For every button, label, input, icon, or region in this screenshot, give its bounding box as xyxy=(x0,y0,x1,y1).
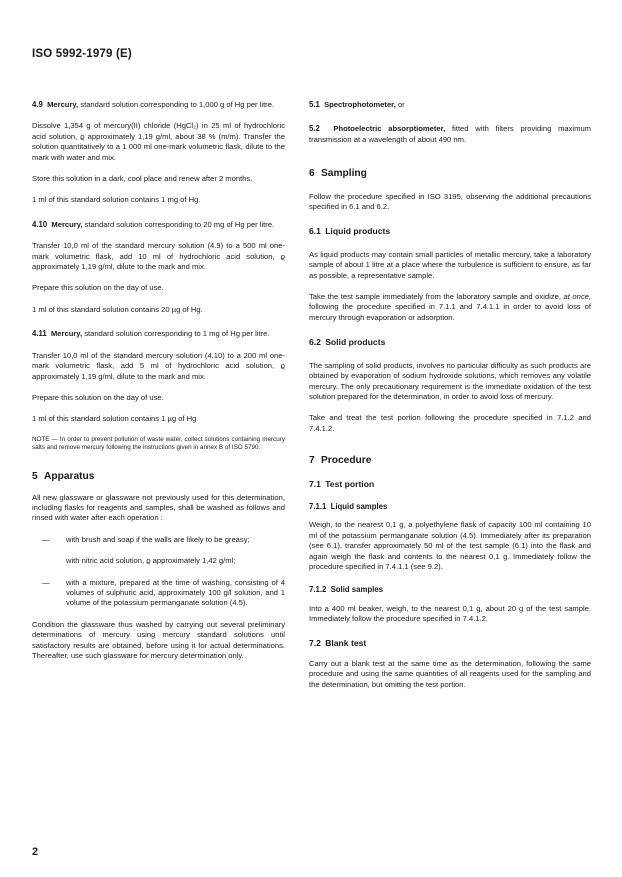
section-text: fitted with filters providing maximum transmission at a wavelength of about 490 nm. xyxy=(309,124,591,144)
section-text: standard solution corresponding to 1 mg of Hg per litre. xyxy=(82,329,270,339)
left-column xyxy=(32,100,285,672)
section-number: 4.9 xyxy=(32,100,43,109)
list-item xyxy=(32,556,285,566)
list-dash: — xyxy=(42,577,50,587)
section-4-10 xyxy=(32,220,285,230)
list-item xyxy=(32,535,285,545)
section-number: 6.1 xyxy=(309,226,321,237)
list-item xyxy=(32,578,285,609)
emphasis: at once, xyxy=(563,292,591,302)
right-column xyxy=(309,100,591,701)
section-6-1 xyxy=(309,226,591,237)
paragraph: Store this solution in a dark, cool place and renew after 2 months. xyxy=(32,174,253,184)
section-5-1 xyxy=(309,100,591,110)
section-7-1-2 xyxy=(309,585,591,595)
paragraph-text: Condition the glassware thus washed by carrying out several preliminary determinations of mercury using mercury standard solutions until satisfactory results are obtained, before using it for actual determinations. Thereafter, use such glassware for mercury determination only. xyxy=(32,619,285,660)
page-number: 2 xyxy=(32,846,39,858)
section-4-11 xyxy=(32,329,285,339)
section-title: Liquid products xyxy=(325,226,391,237)
list-dash: — xyxy=(42,534,50,544)
section-number: 7.1.1 xyxy=(309,501,327,511)
paragraph-text: following the procedure specified in 7.1.1 and 7.4.1.1 in order to avoid loss of mercury through evaporation or adsorption. xyxy=(309,302,591,322)
paragraph: Carry out a blank test at the same time as the determination, following the same procedure and using the same quantities of all reagents used for the sampling and the determination, but omitting the test portion. xyxy=(309,659,591,689)
section-number: 7.1 xyxy=(309,478,321,489)
section-number: 6.2 xyxy=(309,337,321,348)
document-header: ISO 5992-1979 (E) xyxy=(32,48,132,60)
paragraph: 1 ml of this standard solution contains 20 µg of Hg. xyxy=(32,304,203,314)
section-title: Solid products xyxy=(325,337,386,348)
section-7 xyxy=(309,456,591,466)
section-title: Apparatus xyxy=(44,471,95,483)
section-7-2 xyxy=(309,638,591,649)
section-title: Mercury, xyxy=(51,219,83,229)
paragraph: 1 ml of this standard solution contains 1 µg of Hg xyxy=(32,414,197,424)
paragraph: Take and treat the test portion following the procedure specified in 7.1.2 and 7.4.1.2. xyxy=(309,413,591,433)
section-7-1 xyxy=(309,479,591,490)
paragraph: As liquid products may contain small particles of metallic mercury, take a laboratory sample of about 1 litre at a place where the turbulence is sufficient to ensure, as far as possible, a representative sample. xyxy=(309,249,591,280)
paragraph: Follow the procedure specified in ISO 3195, observing the additional precautions specified in 6.1 and 6.2. xyxy=(309,191,591,212)
section-number: 5.1 xyxy=(309,100,320,109)
list-text: with brush and soap if the walls are likely to be greasy; xyxy=(66,534,250,544)
paragraph xyxy=(309,292,591,323)
paragraph: Weigh, to the nearest 0,1 g, a polyethylene flask of capacity 100 ml containing 10 ml of the potassium permanganate solution (4.5). Immediately after its preparation (see 6.1), transfer approximately 50 ml of the test sample (6.1) into the flask and again weigh the flask and contents to the nearest 0,1 g. Immediately follow the procedure specified in 7.4.1.1 (see 9.2). xyxy=(309,520,591,571)
note: NOTE — In order to prevent pollution of waste water, collect solutions containing mercury salts and remove mercury following the instructions given in annex B of ISO 5790. xyxy=(32,435,285,451)
section-title: Solid samples xyxy=(330,585,384,595)
list-text: with a mixture, prepared at the time of washing, consisting of 4 volumes of sulphuric acid, approximately 100 g/l solution, and 1 volume of the potassium permanganate solution (4.5). xyxy=(66,577,285,608)
section-title: Photoelectric absorptiometer, xyxy=(333,124,446,134)
section-title: Liquid samples xyxy=(330,501,388,511)
list-text: with nitric acid solution, ϱ approximately 1,42 g/ml; xyxy=(66,556,236,566)
section-title: Blank test xyxy=(325,637,367,648)
section-number: 4.10 xyxy=(32,219,48,229)
section-title: Spectrophotometer, xyxy=(324,100,396,109)
section-title: Sampling xyxy=(321,168,367,180)
section-title: Mercury, xyxy=(50,329,83,339)
section-4-9 xyxy=(32,100,285,110)
section-number: 5.2 xyxy=(309,124,320,134)
paragraph: Prepare this solution on the day of use. xyxy=(32,283,164,293)
paragraph: Prepare this solution on the day of use. xyxy=(32,392,164,402)
paragraph: Into a 400 ml beaker, weigh, to the nearest 0,1 g, about 20 g of the test sample. Immediately follow the procedure specified in 7.4.1.2. xyxy=(309,603,591,624)
section-title: Test portion xyxy=(325,478,375,489)
section-number: 4.11 xyxy=(32,329,47,339)
section-number: 7 xyxy=(309,455,315,467)
paragraph: Dissolve 1,354 g of mercury(II) chloride (HgCl₂) in 25 ml of hydrochloric acid solution, ϱ approximately 1,19 g/ml, about 38 % (m/m). Transfer the solution quantitatively to a 1 000 ml one-mark volumetric flask, dilute to the mark with water and mix. xyxy=(32,121,285,162)
paragraph-text: Take the test sample immediately from the laboratory sample and oxidize, xyxy=(309,292,564,302)
section-title: Procedure xyxy=(321,455,372,467)
section-text: standard solution corresponding to 1,000 g of Hg per litre. xyxy=(78,100,275,109)
section-number: 7.2 xyxy=(309,637,321,648)
section-text: or xyxy=(395,100,405,109)
section-number: 7.1.2 xyxy=(309,585,327,595)
section-number: 6 xyxy=(309,168,315,180)
section-title: Mercury, xyxy=(47,100,79,109)
section-text: standard solution corresponding to 20 mg of Hg per litre. xyxy=(82,219,275,229)
section-5-2 xyxy=(309,124,591,145)
section-6 xyxy=(309,169,591,179)
paragraph: The sampling of solid products, involves no particular difficulty as such products are obtained by evaporation of sodium hydroxide solutions, which removes any volatile mercury. The only precautionary requirement is the immediate oxidation of the test solution prepared for the determination, in order to avoid loss of mercury. xyxy=(309,360,591,401)
paragraph: 1 ml of this standard solution contains 1 mg of Hg. xyxy=(32,195,201,205)
section-5 xyxy=(32,472,285,482)
paragraph: Transfer 10,0 ml of the standard mercury solution (4.9) to a 500 ml one-mark volumetric flask, add 10 ml of hydrochloric acid solution, ϱ approximately 1,19 g/ml, dilute to the mark and mix. xyxy=(32,241,285,272)
section-7-1-1 xyxy=(309,502,591,512)
paragraph xyxy=(32,620,285,662)
paragraph: All new glassware or glassware not previously used for this determination, including flasks for reagents and samples, shall be washed as follows and rinsed with water after each operation : xyxy=(32,492,285,523)
section-number: 5 xyxy=(32,471,38,483)
paragraph: Transfer 10,0 ml of the standard mercury solution (4.10) to a 200 ml one-mark volumetric flask, add 5 ml of hydrochloric acid solution, ϱ approximately 1,19 g/ml, dilute to the mark and mix. xyxy=(32,350,285,381)
section-6-2 xyxy=(309,337,591,348)
